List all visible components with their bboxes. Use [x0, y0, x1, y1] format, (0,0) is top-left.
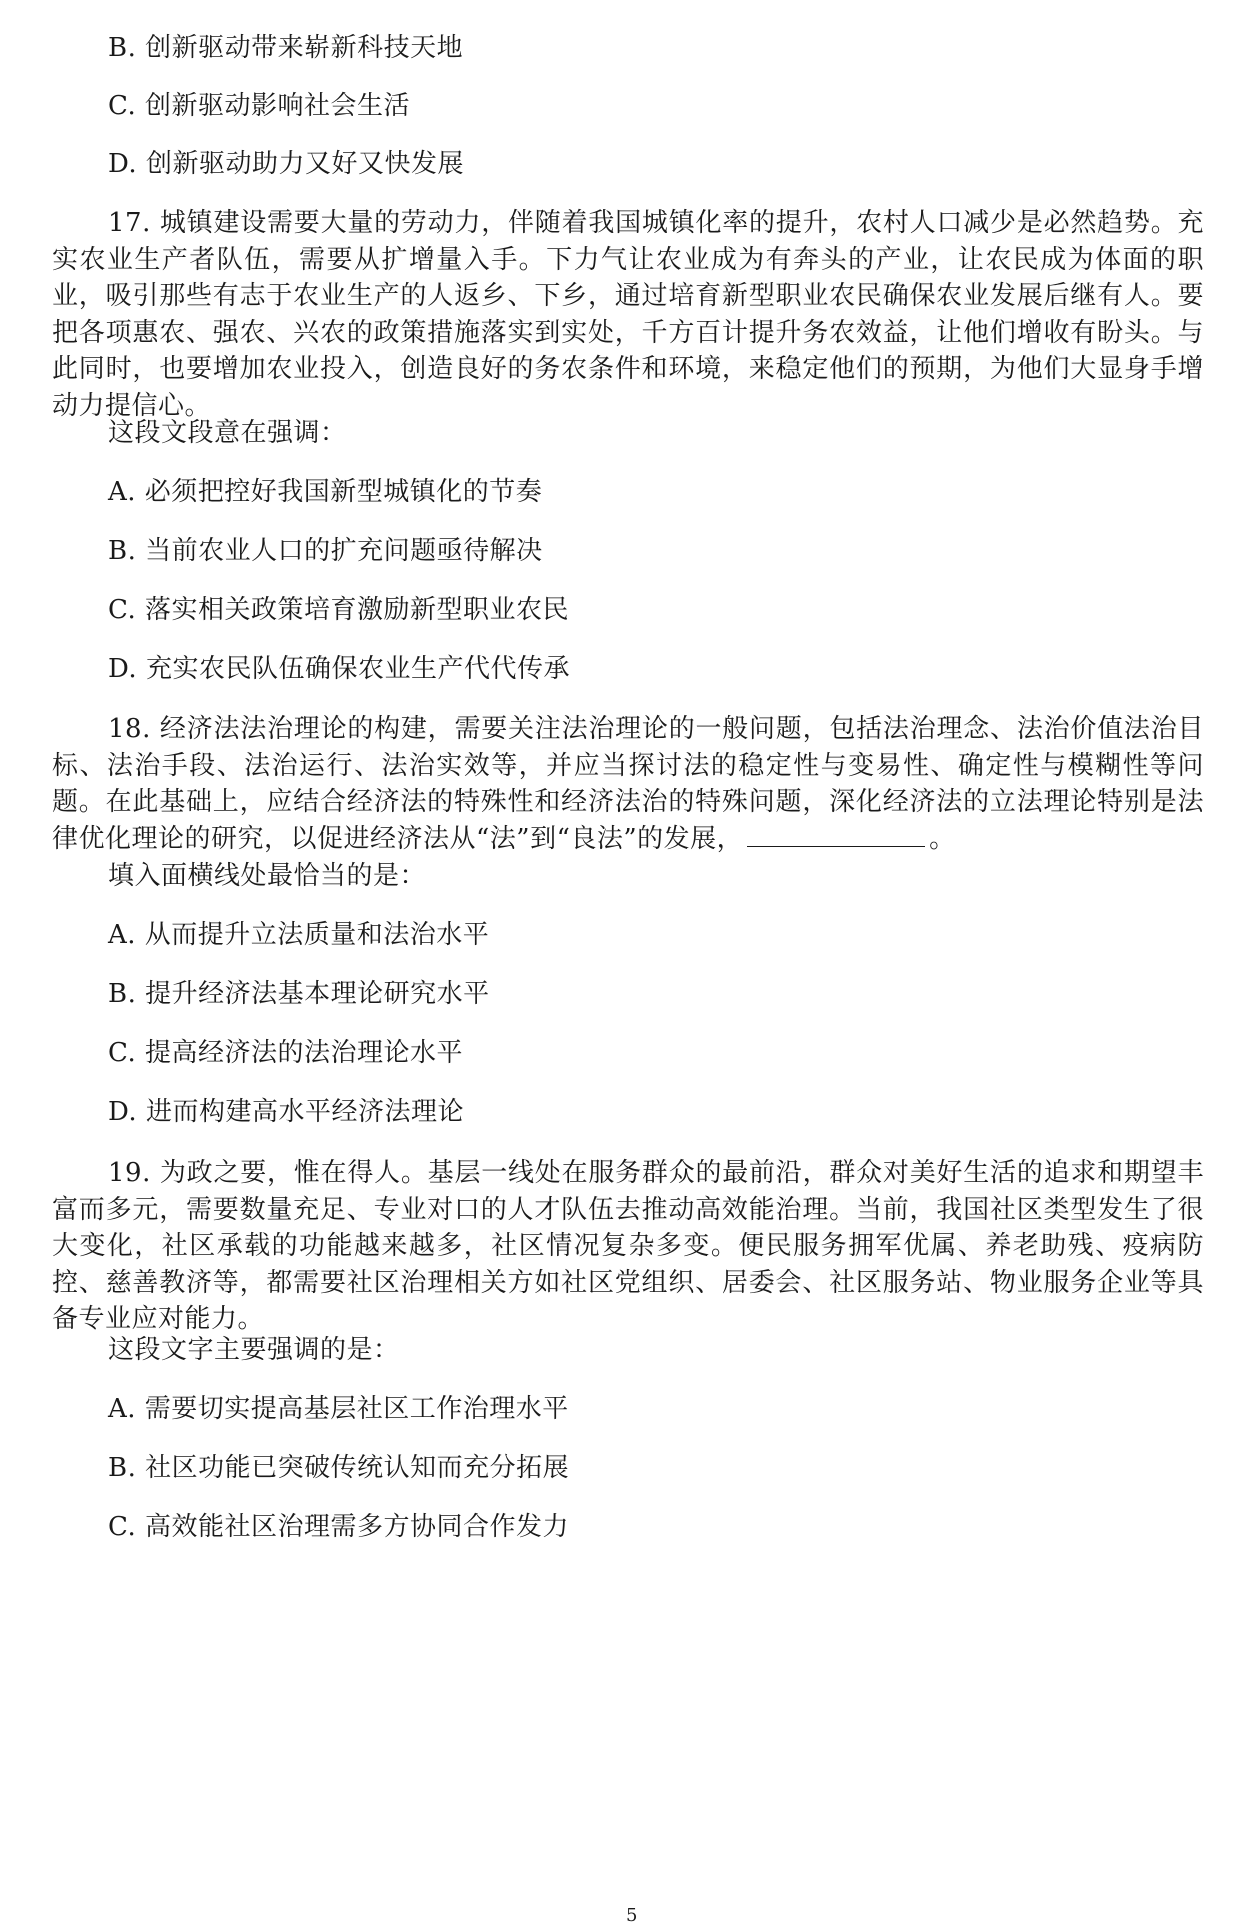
q18-option-d: D. 进而构建高水平经济法理论: [108, 1097, 464, 1127]
q18-option-c: C. 提高经济法的法治理论水平: [108, 1038, 463, 1068]
q17-stem: [52, 205, 1204, 424]
q19-option-a: A. 需要切实提高基层社区工作治理水平: [108, 1394, 569, 1424]
q19-stem: [52, 1155, 1204, 1338]
q17-option-a: A. 必须把控好我国新型城镇化的节奏: [108, 477, 543, 507]
q19-question: 这段文字主要强调的是：: [108, 1335, 400, 1365]
q16-option-d: D. 创新驱动助力又好又快发展: [108, 149, 464, 179]
q18-stem-end: 。: [929, 823, 956, 854]
q17-stem-text: 17. 城镇建设需要大量的劳动力，伴随着我国城镇化率的提升，农村人口减少是必然趋势。充实农业生产者队伍，需要从扩增量入手。下力气让农业成为有奔头的产业，让农民成为体面的职业，吸引那些有志于农业生产的人返乡、下乡，通过培育新型职业农民确保农业发展后继有人。要把各项惠农、强农、兴农的政策措施落实到实处，千方百计提升务农效益，让他们增收有盼头。与此同时，也要增加农业投入，创造良好的务农条件和环境，来稳定他们的预期，为他们大显身手增动力提信心。: [52, 208, 1204, 421]
q18-stem-text: 18. 经济法法治理论的构建，需要关注法治理论的一般问题，包括法治理念、法治价值法治目标、法治手段、法治运行、法治实效等，并应当探讨法的稳定性与变易性、确定性与模糊性等问题。在此基础上，应结合经济法的特殊性和经济法治的特殊问题，深化经济法的立法理论特别是法律优化理论的研究，以促进经济法从“法”到“良法”的发展，: [52, 714, 1204, 854]
q18-stem: [52, 711, 1204, 857]
q19-stem-text: 19. 为政之要，惟在得人。基层一线处在服务群众的最前沿，群众对美好生活的追求和期望丰富而多元，需要数量充足、专业对口的人才队伍去推动高效能治理。当前，我国社区类型发生了很大变化，社区承载的功能越来越多，社区情况复杂多变。便民服务拥军优属、养老助残、疫病防控、慈善教济等，都需要社区治理相关方如社区党组织、居委会、社区服务站、物业服务企业等具备专业应对能力。: [52, 1158, 1204, 1334]
q18-question: 填入面横线处最恰当的是：: [108, 861, 427, 891]
q19-option-c: C. 高效能社区治理需多方协同合作发力: [108, 1512, 569, 1542]
q16-option-b: B. 创新驱动带来崭新科技天地: [108, 33, 464, 63]
page-number: 5: [626, 1905, 638, 1926]
q17-option-c: C. 落实相关政策培育激励新型职业农民: [108, 595, 569, 625]
q17-option-b: B. 当前农业人口的扩充问题亟待解决: [108, 536, 543, 566]
q17-option-d: D. 充实农民队伍确保农业生产代代传承: [108, 654, 570, 684]
q16-option-c: C. 创新驱动影响社会生活: [108, 91, 410, 121]
q18-option-a: A. 从而提升立法质量和法治水平: [108, 920, 490, 950]
q18-option-b: B. 提升经济法基本理论研究水平: [108, 979, 490, 1009]
q19-option-b: B. 社区功能已突破传统认知而充分拓展: [108, 1453, 570, 1483]
answer-blank: [747, 824, 925, 847]
q17-question: 这段文段意在强调：: [108, 418, 347, 448]
